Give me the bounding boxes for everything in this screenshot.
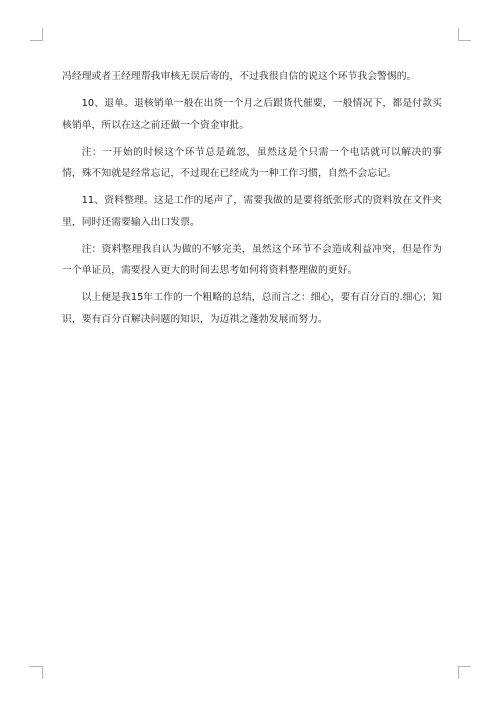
crop-mark-bottom-left <box>30 666 43 679</box>
crop-mark-top-right <box>458 28 471 41</box>
paragraph-refund-form: 10、退单。退核销单一般在出货一个月之后跟货代催要，一般情况下，都是付款买核销单，所以在这之前还做一个资金审批。 <box>62 98 442 131</box>
crop-mark-top-left <box>30 28 43 41</box>
paragraph-summary: 以上便是我15年工作的一个粗略的总结，总而言之：细心，要有百分百的.细心；知识，要有百分百解决问题的知识，为迈祺之蓬勃发展而努力。 <box>62 292 442 325</box>
paragraph-document-filing: 11、资料整理。这是工作的尾声了，需要我做的是要将纸张形式的资料放在文件夹里，同时还需要输入出口发票。 <box>62 195 442 228</box>
paragraph-note-1: 注：一开始的时候这个环节总是疏忽，虽然这是个只需一个电话就可以解决的事情，殊不知就是经常忘记，不过现在已经成为一种工作习惯，自然不会忘记。 <box>62 146 442 179</box>
paragraph-continuation: 冯经理或者王经理帮我审核无误后寄的，不过我很自信的说这个环节我会警惕的。 <box>62 71 417 82</box>
paragraph-note-2: 注：资料整理我自认为做的不够完美，虽然这个环节不会造成利益冲突，但是作为一个单证员，需要投入更大的时间去思考如何将资料整理做的更好。 <box>62 243 442 276</box>
document-body <box>62 66 442 336</box>
crop-mark-bottom-right <box>458 666 471 679</box>
